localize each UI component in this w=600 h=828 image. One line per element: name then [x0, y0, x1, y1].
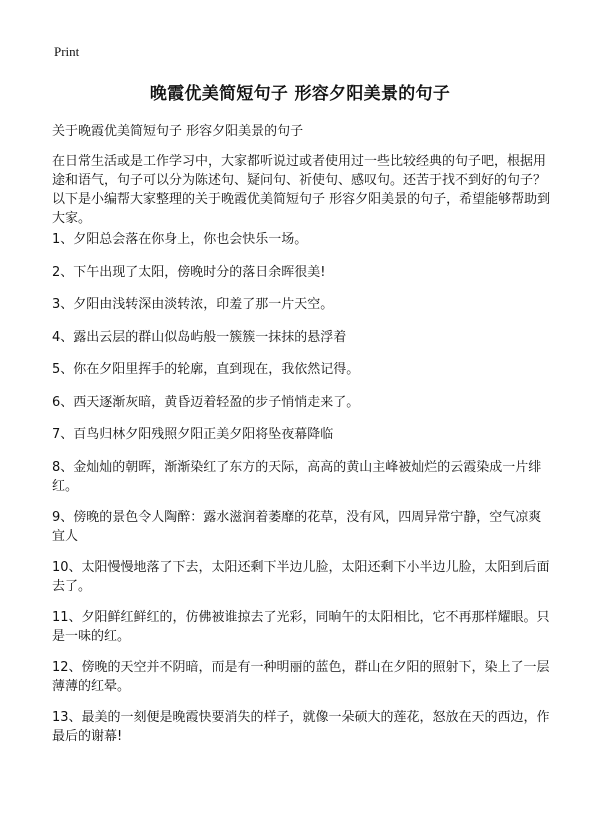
page-title: 晚霞优美简短句子 形容夕阳美景的句子 [149, 84, 451, 104]
intro-paragraph: 在日常生活或是工作学习中，大家都听说过或者使用过一些比较经典的句子吧，根据用途和语气，句子可以分为陈述句、疑问句、祈使句、感叹句。还苦于找不到好的句子？以下是小编帮大家整理的关于晚霞优美简短句子 形容夕阳美景的句子，希望能够帮助到大家。 [52, 154, 551, 226]
list-item: 10、太阳慢慢地落了下去，太阳还剩下半边儿脸，太阳还剩下小半边儿脸，太阳到后面去了。 [52, 559, 550, 594]
list-item: 6、西天逐渐灰暗，黄昏迈着轻盈的步子悄悄走来了。 [52, 394, 360, 410]
list-item: 9、傍晚的景色令人陶醉：露水滋润着萎靡的花草，没有风，四周异常宁静，空气凉爽宜人 [52, 509, 542, 544]
list-item: 13、最美的一刻便是晚霞快要消失的样子，就像一朵硕大的莲花，怒放在天的西边，作最后的谢幕! [52, 709, 550, 744]
list-item: 2、下午出现了太阳，傍晚时分的落日余晖很美! [52, 264, 326, 280]
list-item: 12、傍晚的天空并不阴暗，而是有一种明丽的蓝色，群山在夕阳的照射下，染上了一层薄薄的红晕。 [52, 659, 550, 694]
print-link[interactable]: Print [54, 44, 80, 59]
list-item: 7、百鸟归林夕阳残照夕阳正美夕阳将坠夜幕降临 [52, 427, 334, 442]
page-subtitle: 关于晚霞优美简短句子 形容夕阳美景的句子 [52, 124, 304, 139]
sentence-list [52, 230, 552, 758]
list-item: 11、夕阳鲜红鲜红的，仿佛被谁掠去了光彩，同晌午的太阳相比，它不再那样耀眼。只是一味的红。 [52, 609, 550, 644]
list-item: 5、你在夕阳里挥手的轮廓，直到现在，我依然记得。 [52, 362, 360, 377]
list-item: 1、夕阳总会落在你身上，你也会快乐一场。 [52, 232, 308, 247]
list-item: 3、夕阳由浅转深由淡转浓，印羞了那一片天空。 [52, 297, 334, 312]
list-item: 8、金灿灿的朝晖，渐渐染红了东方的天际，高高的黄山主峰被灿烂的云霞染成一片绯红。 [52, 459, 542, 494]
list-item: 4、露出云层的群山似岛屿般一簇簇一抹抹的悬浮着 [52, 329, 347, 345]
